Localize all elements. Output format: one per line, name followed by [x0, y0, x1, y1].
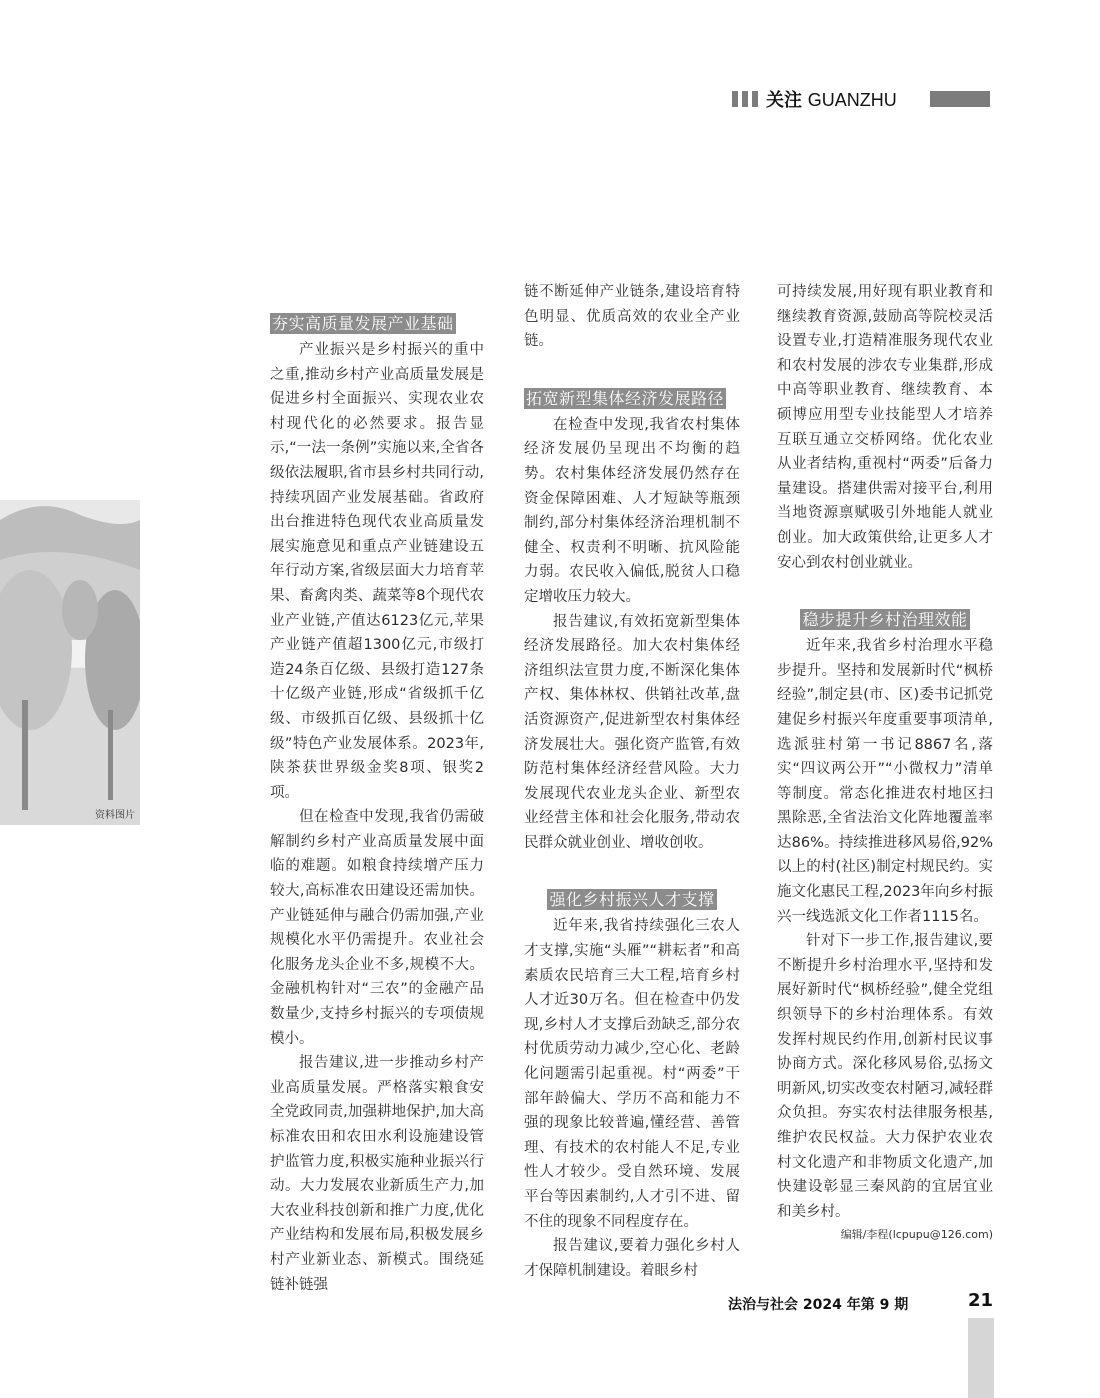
editor-credit: 编辑/李程(lcpupu@126.com) — [840, 1228, 993, 1242]
illustration-image — [0, 500, 140, 825]
header-bar — [752, 91, 758, 107]
page-number: 21 — [968, 1290, 994, 1311]
paragraph: 报告建议,有效拓宽新型集体经济发展路径。加大农村集体经济组织法宣贯力度,不断深化集体产权、集体林权、供销社改革,盘活资源资产,促进新型农村集体经济发展壮大。强化资产监管,有效防范村集体经济经营风险。大力发展现代农业龙头企业、新型农业经营主体和社会化服务,带动农民群众就业创业、增收创收。 — [524, 613, 740, 851]
paragraph: 可持续发展,用好现有职业教育和继续教育资源,鼓励高等院校灵活设置专业,打造精准服务现代农业和农村发展的涉农专业集群,形成中高等职业教育、继续教育、本硕博应用型专业技能型人才培养互联互通立交桥网络。优化农业从业者结构,重视村“两委”后备力量建设。搭建供需对接平台,利用当地资源禀赋吸引外地能人就业创业。加大政策供给,让更多人才安心到农村创业就业。 — [777, 284, 993, 571]
section-header — [732, 88, 992, 112]
paragraph: 针对下一步工作,报告建议,要不断提升乡村治理水平,坚持和发展好新时代“枫桥经验”,健全党组织领导下的乡村治理体系。有效发挥村规民约作用,创新村民议事协商方式。深化移风易俗,弘扬文明新风,切实改变农村陋习,减轻群众负担。夯实农村法律服务根基,维护农民权益。大力保护农业农村文化遗产和非物质文化遗产,加快建设彰显三秦风韵的宜居宜业和美乡村。 — [777, 933, 993, 1220]
paragraph: 报告建议,要着力强化乡村人才保障机制建设。着眼乡村 — [524, 1238, 740, 1279]
header-bar-long — [930, 91, 990, 107]
paragraph: 报告建议,进一步推动乡村产业高质量发展。严格落实粮食安全党政同责,加强耕地保护,加大高标准农田和农田水利设施建设管护监管力度,积极实施种业振兴行动。大力发展农业新质生产力,加大农业科技创新和推广力度,优化产业结构和发展布局,积极发展乡村产业新业态、新模式。围绕延链补链强 — [270, 1055, 484, 1293]
article-column-3 — [777, 280, 993, 1244]
section-title-cn: 关注 — [766, 90, 802, 111]
paragraph: 在检查中发现,我省农村集体经济发展仍呈现出不均衡的趋势。农村集体经济发展仍然存在资金保障困难、人才短缺等瓶颈制约,部分村集体经济治理机制不健全、权责利不明晰、抗风险能力弱。农民收入偏低,脱贫人口稳定增收压力较大。 — [524, 416, 740, 605]
section-title — [766, 88, 897, 113]
paragraph: 近年来,我省乡村治理水平稳步提升。坚持和发展新时代“枫桥经验”,制定县(市、区)委书记抓党建促乡村振兴年度重要事项清单,选派驻村第一书记8867名,落实“四议两公开”“小微权力”清单等制度。常态化推进农村地区扫黑除恶,全省法治文化阵地覆盖率达86%。持续推进移风易俗,92%以上的村(社区)制定村规民约。实施文化惠民工程,2023年向乡村振兴一线选派文化工作者1115名。 — [777, 638, 993, 925]
header-bar — [732, 91, 738, 107]
article-column-2 — [524, 280, 740, 1283]
page-edge-tab — [968, 1318, 994, 1398]
article-column-1 — [270, 305, 484, 1297]
magazine-issue: 法治与社会 2024 年第 9 期 — [728, 1297, 909, 1313]
image-caption: 资料图片 — [95, 810, 135, 821]
paragraph: 链不断延伸产业链条,建设培育特色明显、优质高效的农业全产业链。 — [524, 284, 740, 350]
section-heading: 拓宽新型集体经济发展路径 — [526, 388, 725, 408]
section-heading: 强化乡村振兴人才支撑 — [549, 890, 715, 910]
paragraph: 近年来,我省持续强化三农人才支撑,实施“头雁”“耕耘者”和高素质农民培育三大工程,培育乡村人才近30万名。但在检查中仍发现,乡村人才支撑后劲缺乏,部分农村优质劳动力减少,空心化、老龄化问题需引起重视。村“两委”干部年龄偏大、学历不高和能力不强的现象比较普遍,懂经营、善管理、有技术的农村能人不足,专业性人才较少。受自然环境、发展平台等因素制约,人才引不进、留不住的现象不同程度存在。 — [524, 918, 740, 1230]
paragraph: 产业振兴是乡村振兴的重中之重,推动乡村产业高质量发展是促进乡村全面振兴、实现农业农村现代化的必然要求。报告显示,“一法一条例”实施以来,全省各级依法履职,省市县乡村共同行动,持续巩固产业发展基础。省政府出台推进特色现代农业高质量发展实施意见和重点产业链建设五年行动方案,省级层面大力培育苹果、畜禽肉类、蔬菜等8个现代农业产业链,产值达6123亿元,苹果产业链产值超1300亿元,市级打造24条百亿级、县级打造127条十亿级产业链,形成“省级抓千亿级、市级抓百亿级、县级抓十亿级”特色产业发展体系。2023年,陕茶获世界级金奖8项、银奖2项。 — [270, 342, 484, 801]
section-heading: 稳步提升乡村治理效能 — [802, 610, 968, 630]
paragraph: 但在检查中发现,我省仍需破解制约乡村产业高质量发展中面临的难题。如粮食持续增产压力较大,高标准农田建设还需加快。产业链延伸与融合仍需加强,产业规模化水平仍需提升。农业社会化服务龙头企业不多,规模不大。金融机构针对“三农”的金融产品数量少,支持乡村振兴的专项债规模小。 — [270, 809, 484, 1047]
section-title-en: GUANZHU — [807, 90, 897, 110]
header-bar — [742, 91, 748, 107]
section-heading: 夯实高质量发展产业基础 — [272, 314, 454, 333]
